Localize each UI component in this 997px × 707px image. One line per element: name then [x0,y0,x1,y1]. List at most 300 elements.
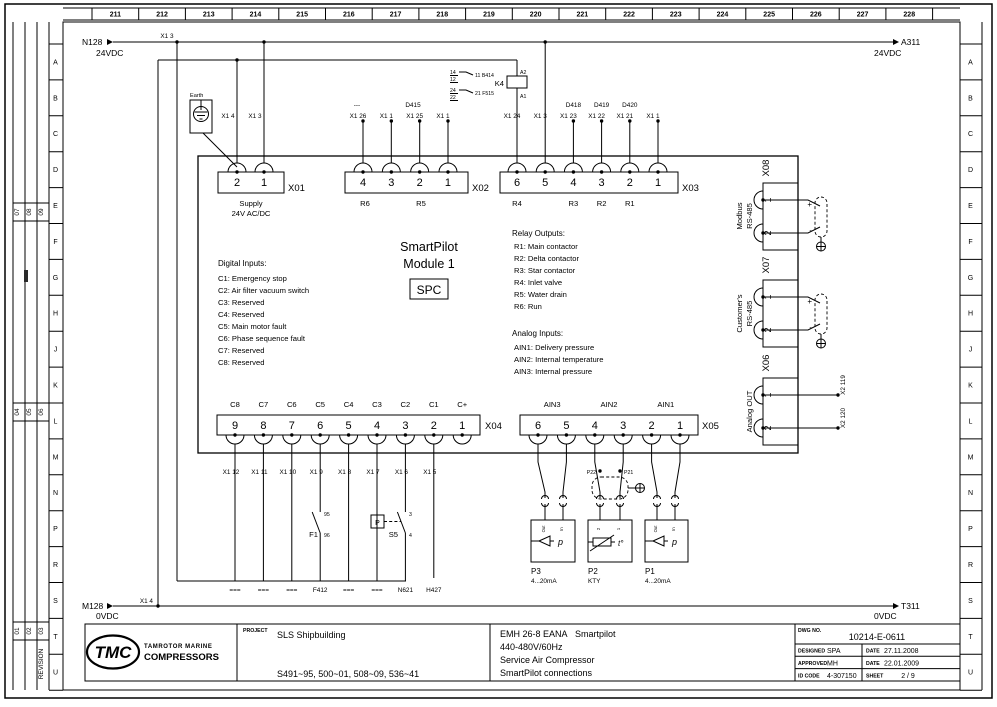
description [500,629,616,678]
terminal-number: 2 [763,327,773,333]
sensor-range: 4...20mA [531,578,557,585]
relay-ref: R6 [360,199,370,208]
x05-numbers [535,420,683,432]
ruler-ticks [92,8,933,20]
terminal-dot [361,170,364,173]
column-number: 220 [529,11,542,19]
analog-input-item: AIN3: Internal pressure [514,367,593,376]
analog-inputs-title: Analog Inputs: [512,329,564,338]
relay-output-item: R1: Main contactor [514,242,578,251]
connector-x08 [735,160,827,251]
x08-numbers [763,197,773,235]
terminal-number: 1 [444,177,452,189]
relay-output-item: R3: Star contactor [514,266,576,275]
pressure-symbol: p [672,537,678,547]
terminal-number: 9 [231,420,239,432]
wire-destination: === [286,587,298,594]
row-letter: C [967,131,974,139]
junction-dot [544,40,547,43]
row-letter: S [968,597,973,605]
terminal-number: 3 [402,420,409,432]
terminal-number: 8 [260,420,267,432]
row-letter: H [967,310,974,318]
shield-icon [815,294,827,334]
xref-number: 22 [450,95,456,101]
digital-input-item: C7: Reserved [218,346,265,355]
x06-scallops [754,386,763,437]
x03-numbers [514,177,661,189]
terminal-dot [262,170,265,173]
x02-relay-refs [360,199,426,208]
terminal-dot [262,433,265,436]
wire-label: X2 120 [840,407,847,429]
earth-label: Earth [190,93,204,99]
terminal-box [500,172,678,193]
connector-sockets [542,496,679,507]
row-letter: K [968,382,973,390]
arrow-right-icon [893,603,899,609]
row-letter: H [52,310,59,318]
wire-label: X1 3 [160,33,174,40]
revision-number: 06 [38,408,45,416]
digital-input-item: C1: Emergency stop [218,274,287,283]
x03-stubs [573,121,658,163]
x05-input-refs [544,400,674,409]
tick-lines [49,44,63,690]
terminal-dot [656,170,659,173]
terminal-number: 2 [626,177,633,189]
block-label: X03 [682,183,699,194]
input-ref: C8 [230,400,240,409]
terminal-dot [572,170,575,173]
column-number: 227 [856,11,869,19]
x07-numbers [763,294,773,332]
wire-label: X1 4 [139,598,153,605]
arrow-right-icon [107,603,113,609]
column-number: 215 [296,11,308,19]
date-label: DATE [866,661,880,667]
x06-wire-labels [840,375,847,428]
terminal-dot [622,433,625,436]
terminal-dot [565,433,568,436]
wire-label: X1 1 [436,113,450,120]
terminal-number: 1 [676,420,684,432]
description-line: SmartPilot connections [500,668,593,678]
terminal-scallops [754,288,763,339]
terminal-box [218,172,284,193]
relay-ref: R2 [596,199,607,208]
terminal-scallops [508,163,667,172]
wire-label: X1 4 [221,113,235,120]
relay-k4 [450,70,527,101]
x04-destinations [229,587,441,594]
wire-label: X1 3 [533,113,547,120]
xref-number: 24 [450,88,456,94]
column-number: 223 [669,11,682,19]
row-letter: U [52,669,59,677]
row-letter: M [967,454,974,462]
digital-input-item: C2: Air filter vacuum switch [218,286,310,295]
analog-inputs-list [514,343,603,376]
row-letter: A [968,59,973,67]
row-letter: B [968,95,973,103]
x04-input-refs [230,400,468,409]
junction-dot [598,469,601,472]
row-letter: R [52,562,59,569]
contact-blade [397,512,405,533]
wire-destination: === [371,587,383,594]
column-number: 226 [810,11,822,19]
terminal-scallops [754,191,763,242]
revision-number: 03 [38,627,45,635]
wire-label: X2 119 [840,375,847,395]
sensor-name: P2 [588,567,598,576]
input-ref: C2 [400,400,411,409]
block-label: X06 [761,354,772,372]
row-letter: P [968,526,973,534]
wire-label: X1 1 [646,113,660,120]
sheet-value: 2 / 9 [901,672,915,680]
terminal-dot [461,433,464,436]
pressure-symbol: P [375,520,380,527]
x05-scallops [529,435,689,444]
input-ref: C6 [286,400,297,409]
row-letter: E [968,203,973,210]
approved-label: APPROVED [798,661,828,667]
row-letter: K [53,382,58,390]
dwg-number: 10214-E-0611 [848,632,906,642]
relay-ref: R3 [568,199,579,208]
x01-numbers [234,177,267,189]
terminal-dot [319,433,322,436]
x04-drop-wires [235,444,434,581]
row-letter: A [53,59,58,67]
sensor-name: P3 [531,567,541,576]
column-number: 211 [109,11,121,19]
power-rails [82,33,920,621]
relay-coil [507,76,527,88]
terminal-number: 3 [598,177,605,189]
relay-outputs-title: Relay Outputs: [512,229,565,238]
row-letter: N [967,490,974,498]
block-label: X08 [761,159,772,177]
input-ref: C1 [428,400,439,409]
terminal-number: 3 [620,420,627,432]
description-line: 440-480V/60Hz [500,642,563,652]
connector-box [763,280,798,347]
terminal-number: 7 [288,420,295,432]
arrow-right-icon [107,39,113,45]
block-label: X01 [288,183,305,194]
designed-date: 27.11.2008 [884,648,919,655]
sensor-range: 4...20mA [645,578,671,585]
terminal-dot [375,433,378,436]
row-letter: G [52,274,59,282]
description-line: EMH 26-8 EANA Smartpilot [500,629,616,639]
sensor-box [588,520,632,562]
terminal-number: 1 [654,177,662,189]
wire-tag: D415 [405,102,421,109]
pin-label: In [671,527,676,531]
terminal-scallops [529,435,689,444]
wire-label: X1 5 [423,469,437,476]
terminal-dot [432,433,435,436]
column-number: 224 [716,11,729,19]
polarity-label: - [809,226,812,235]
column-number: 217 [389,11,402,19]
revision-bottom [14,627,45,635]
rail-ref: T311 [901,601,920,611]
sensor-p1 [645,520,688,585]
relay-name: K4 [494,79,504,88]
p3-pins [541,525,564,533]
designed-label: DESIGNED [798,648,826,655]
x02-stubs [363,121,448,163]
terminal-dot [678,433,681,436]
block-caption: RS-485 [745,300,754,327]
title-block [85,624,960,681]
connector-box [763,378,798,445]
dwg-label: DWG NO. [798,628,822,634]
row-letter: R [967,562,974,569]
module-title: Module 1 [403,257,455,271]
wire-label: X1 3 [248,113,262,120]
x02-numbers [360,177,451,189]
terminal-number: 5 [542,177,549,189]
block-label: X05 [702,421,719,432]
xref-number: 14 [450,70,456,76]
wire-label: X1 9 [309,469,323,476]
revision-mark [24,270,28,282]
row-letter: M [52,454,59,462]
terminal-dot [290,433,293,436]
digital-input-item: C3: Reserved [218,298,265,307]
rail-voltage: 24VDC [96,48,124,58]
rail-voltage: 0VDC [96,611,119,621]
revision-number: 09 [38,208,45,216]
row-letter: G [967,274,974,282]
switch-name: S5 [388,530,398,539]
contact-number: 95 [324,512,330,518]
row-letter: J [53,346,58,354]
row-letter: U [967,669,974,677]
wire-label: X1 6 [394,469,408,476]
wire-destination: N621 [397,587,414,594]
wire-label: X1 21 [616,113,634,120]
polarity-label: + [807,200,812,209]
approved-date: 22.01.2009 [884,660,920,668]
x03-wire-tags [566,102,638,109]
pin-label: 1 [616,527,621,531]
switch-name: F1 [309,530,318,539]
logo-text: TMC [94,643,132,662]
terminal-number: 2 [763,425,773,431]
wire-tag: D419 [593,102,610,109]
terminal-dot [347,433,350,436]
row-letter: D [967,167,974,175]
polarity-label: - [809,323,812,332]
block-label: X04 [485,421,502,432]
block-caption: Analog OUT [745,390,754,433]
terminal-box [520,415,698,435]
spc-badge: SPC [416,283,442,297]
revision-label: REVISION [38,648,45,680]
input-ref: AIN3 [543,400,561,409]
column-number: 216 [343,11,355,19]
k4-xref-a [450,70,456,83]
terminal-number: 4 [591,420,598,432]
amplifier-icon [645,536,668,546]
terminal-dot [650,433,653,436]
terminal-scallops [354,163,457,172]
polarity-label: + [807,297,812,306]
block-caption: RS-485 [745,203,754,229]
revision-top [14,208,45,216]
digital-input-item: C5: Main motor fault [218,322,287,331]
terminal-dot [235,170,238,173]
terminal-number: 5 [345,420,352,432]
coil-terminal: A1 [520,94,527,100]
terminal-number: 3 [388,177,395,189]
x02-scallops [354,163,457,172]
x05-sensor-wires [538,444,680,520]
wire-label: X1 25 [406,113,424,120]
switch-f1 [309,512,330,539]
terminal-dot [404,433,407,436]
wire-destination: === [257,587,270,594]
logo-line1: TAMROTOR MARINE [144,644,213,650]
input-ref: C3 [372,400,382,409]
x06-wires [763,395,838,431]
terminal-number: 1 [260,177,268,189]
wire-destination: === [342,587,355,594]
digital-inputs-list [218,274,309,367]
revision-number: 04 [14,408,21,416]
revision-number: 02 [26,627,33,635]
terminal-number: 2 [648,420,655,432]
input-ref: C4 [343,400,354,409]
terminal-dot [390,170,393,173]
column-number: 228 [903,11,916,19]
terminal-block-x03 [500,102,699,208]
p1-pins [653,525,676,533]
revision-number: 01 [14,627,21,635]
pin-label: Out [541,525,546,533]
revision-number: 08 [26,208,33,216]
wire-label: X1 22 [588,113,605,120]
column-number: 212 [156,11,168,19]
row-letter: N [52,490,59,498]
column-number: 222 [623,11,635,19]
relay-output-item: R4: Inlet valve [514,278,563,287]
terminal-dot [418,170,421,173]
terminal-dot [544,170,547,173]
x04-wire-labels [223,469,437,476]
column-number: 221 [576,11,589,19]
connector-box [763,183,798,250]
sheet-label: SHEET [866,673,884,680]
rail-voltage: 24VDC [874,48,902,58]
tick-lines [92,8,933,20]
row-letter: D [52,167,59,175]
outer-border [5,4,992,698]
terminal-number: 2 [233,177,241,189]
x04-numbers [232,420,465,432]
sensor-p2 [588,520,632,585]
terminal-number: 6 [534,420,542,432]
junction-dot [175,40,178,43]
column-number: 219 [483,11,495,19]
approved-value: MH [827,660,838,668]
terminal-block-x04 [217,400,502,594]
relay-ref: R5 [416,199,426,208]
xref-number: 12 [450,77,456,83]
terminal-number: 2 [763,230,773,236]
pressure-symbol: p [558,537,564,547]
row-letter: J [968,346,973,354]
input-ref: C5 [315,400,326,409]
shield-wire-ref: P21 [624,470,634,476]
relay-output-item: R6: Run [514,302,542,311]
row-letter: C [52,131,59,139]
terminal-dot [233,433,236,436]
id-code-value: 4-307150 [827,672,857,680]
wire-label: X1 11 [251,469,268,476]
terminal-block-x05 [520,400,719,520]
wire-label: X1 12 [222,469,240,476]
rail-ref: N128 [82,37,103,47]
relay-ref: R4 [512,199,522,208]
junction-dot [262,40,265,43]
terminal-dot [515,170,518,173]
revision-number: 05 [26,408,33,416]
wire-tag: D418 [565,102,582,109]
row-letter: L [53,418,58,426]
rail-voltage: 0VDC [874,611,897,621]
wire-label: X1 26 [349,113,367,120]
analog-input-item: AIN2: Internal temperature [514,355,604,364]
shield-wire-ref: P22 [586,470,596,476]
row-letter: F [53,238,58,246]
terminal-number: 2 [430,420,437,432]
wire-label: X1 24 [503,113,521,120]
x03-wire-labels [504,113,660,120]
row-letter: S [53,597,58,605]
column-number: 218 [436,11,449,19]
xref-ref: 21 F515 [475,91,495,97]
block-label: X02 [472,183,489,194]
wire-destination: === [229,587,241,594]
x01-wire-labels [221,113,262,120]
p2-cable-shield [587,469,645,499]
pin-label: Out [653,525,658,533]
terminal-block-x02 [345,102,489,208]
terminal-number: 4 [373,420,381,432]
terminal-dot [628,170,631,173]
wire-label: X1 7 [366,469,380,476]
terminal-number: 1 [763,294,773,300]
wire-label: X1 10 [279,469,297,476]
x07-scallops [754,288,763,339]
block-label: X07 [761,256,772,274]
input-ref: C+ [457,400,468,409]
revision-mid [14,408,45,416]
project-serials: S491~95, 500~01, 508~09, 536~41 [277,669,420,679]
junction-dot [235,58,238,61]
sensor-name: P1 [645,567,655,576]
block-caption: Supply [239,199,263,208]
connector-x07 [735,257,827,348]
